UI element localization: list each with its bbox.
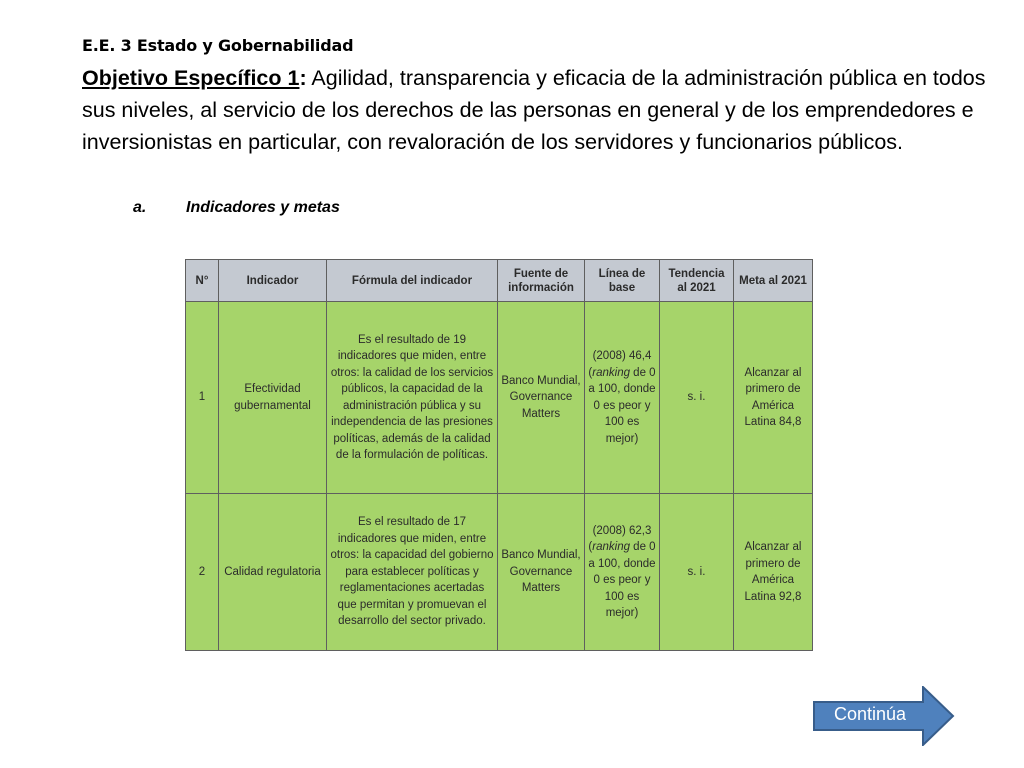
header-num: N°: [186, 260, 219, 302]
cell-meta: Alcanzar al primero de América Latina 92,8: [734, 494, 813, 651]
subheading: [133, 199, 340, 217]
cell-num: 2: [186, 494, 219, 651]
cell-fuente: Banco Mundial, Governance Matters: [498, 494, 585, 651]
cell-indicador: Efectividad gubernamental: [219, 302, 327, 494]
header-formula: Fórmula del indicador: [327, 260, 498, 302]
header-linea-base: Línea de base: [585, 260, 660, 302]
linea-base-scale: de 0 a 100, donde 0 es peor y 100 es mejor): [588, 366, 656, 445]
table-header-row: [186, 260, 813, 302]
header-tendencia: Tendencia al 2021: [660, 260, 734, 302]
table-row: [186, 302, 813, 494]
linea-base-ranking: ranking: [592, 541, 630, 553]
linea-base-scale: de 0 a 100, donde 0 es peor y 100 es mejor): [588, 541, 656, 619]
continue-button[interactable]: [813, 686, 955, 746]
objective-text: Agilidad, transparencia y eficacia de la administración pública en todos sus niveles, al servicio de los derechos de las personas en general y de los emprendedores e inversionistas en particular, con revaloración de los servidores y funcionarios públicos.: [82, 66, 986, 154]
subheading-text: Indicadores y metas: [186, 199, 340, 216]
linea-base-ranking: ranking: [592, 366, 630, 379]
cell-fuente: Banco Mundial, Governance Matters: [498, 302, 585, 494]
linea-base-value: (2008) 46,4 (: [588, 350, 652, 379]
header-indicador: Indicador: [219, 260, 327, 302]
cell-linea-base: [585, 302, 660, 494]
cell-indicador: Calidad regulatoria: [219, 494, 327, 651]
cell-formula: Es el resultado de 17 indicadores que miden, entre otros: la capacidad del gobierno para establecer políticas y reglamentaciones acertadas que permitan y promuevan el desarrollo del sector privado.: [327, 494, 498, 651]
subheading-letter: a.: [133, 199, 147, 216]
linea-base-value: (2008) 62,3 (: [588, 524, 652, 553]
section-heading: E.E. 3 Estado y Gobernabilidad: [82, 36, 354, 55]
objective-label: Objetivo Específico 1: [82, 66, 300, 90]
indicators-table: [185, 259, 813, 651]
table-row: [186, 494, 813, 651]
cell-meta: Alcanzar al primero de América Latina 84,8: [734, 302, 813, 494]
objective-colon: :: [299, 66, 307, 90]
cell-linea-base: [585, 494, 660, 651]
continue-label: Continúa: [833, 704, 907, 724]
cell-tendencia: s. i.: [660, 494, 734, 651]
cell-tendencia: s. i.: [660, 302, 734, 494]
header-meta: Meta al 2021: [734, 260, 813, 302]
header-fuente: Fuente de información: [498, 260, 585, 302]
cell-num: 1: [186, 302, 219, 494]
cell-formula: Es el resultado de 19 indicadores que miden, entre otros: la calidad de los servicios públicos, la capacidad de la administración pública y su independencia de las presiones políticas, además de la calidad de la formulación de políticas.: [327, 302, 498, 494]
objective-paragraph: [82, 62, 987, 158]
